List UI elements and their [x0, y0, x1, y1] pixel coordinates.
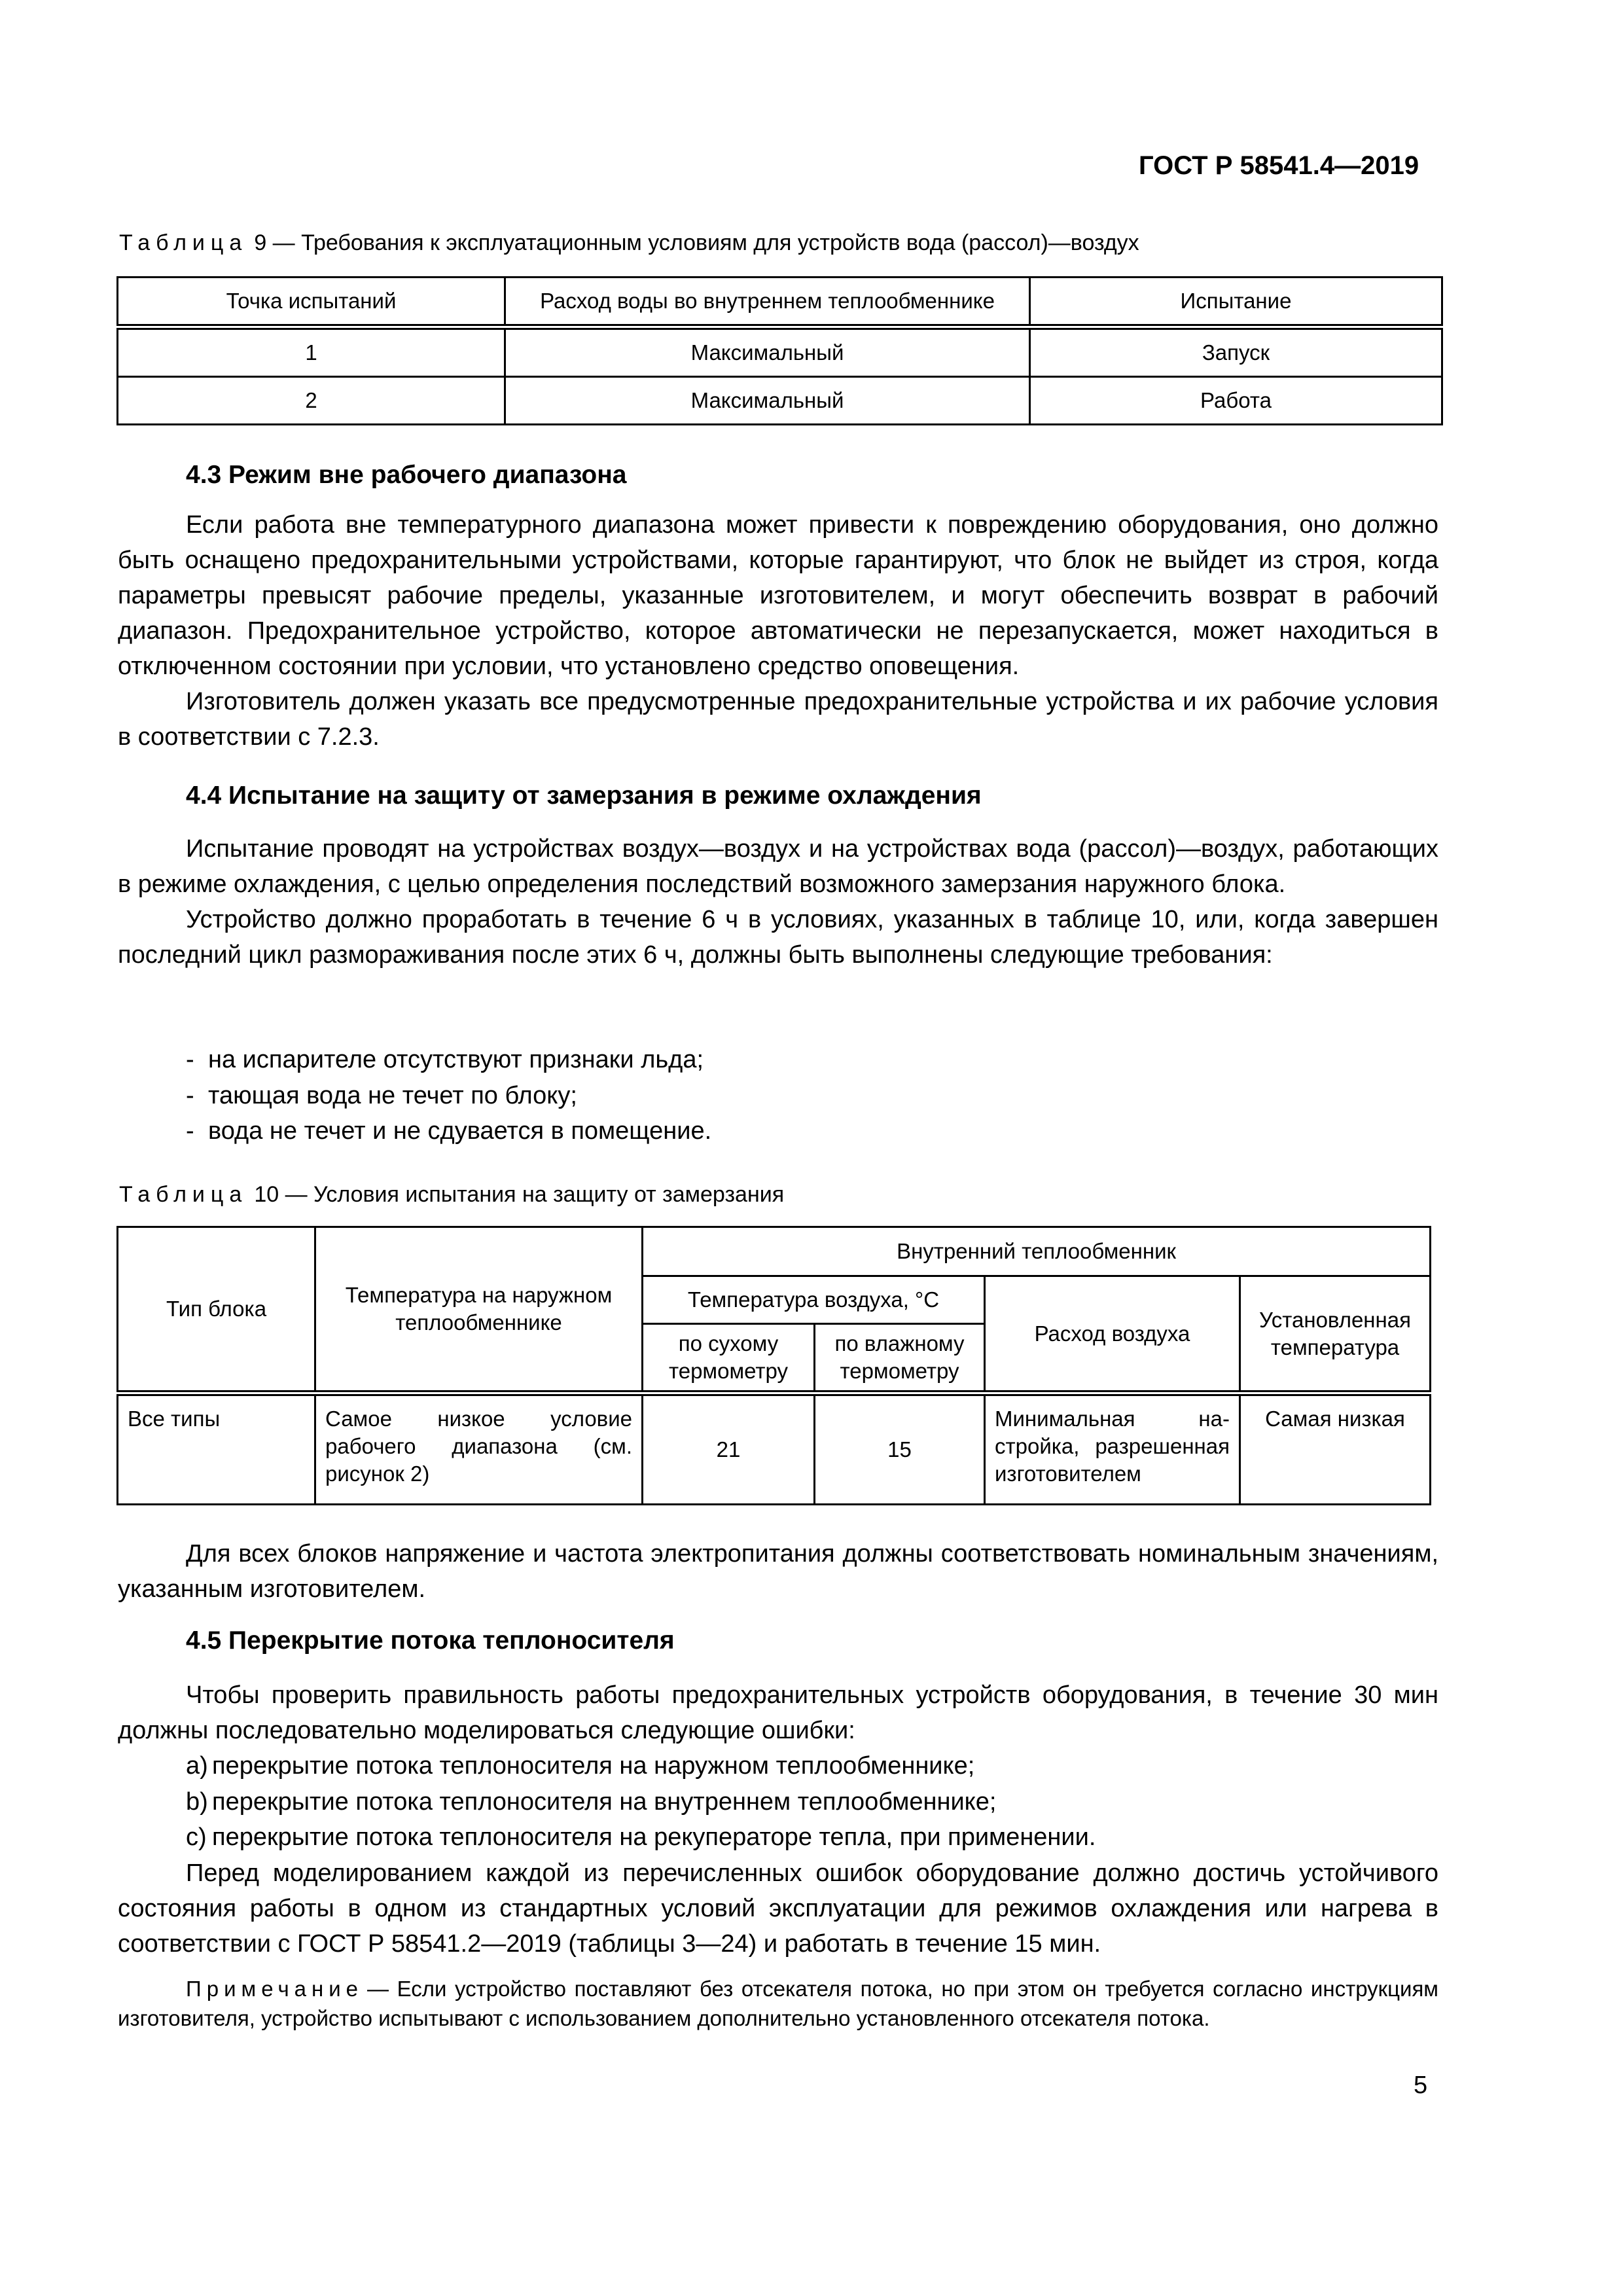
table-row — [118, 377, 1442, 425]
table9-cell: Запуск — [1030, 327, 1442, 377]
table10-cell-set-temp: Самая низкая — [1240, 1393, 1431, 1505]
table9-caption-prefix: Таблица — [119, 230, 248, 255]
table9-cell: 2 — [118, 377, 505, 425]
table10-cell-dry-bulb: 21 — [643, 1393, 815, 1505]
section-4-3-heading: 4.3 Режим вне рабочего диапазона — [186, 461, 627, 489]
table10-header-indoor-group: Внутренний теплообменник — [643, 1227, 1431, 1276]
section-4-4-body — [118, 831, 1438, 973]
table10-cell-wet-bulb: 15 — [815, 1393, 985, 1505]
table10-caption — [119, 1180, 784, 1209]
section-4-4-heading: 4.4 Испытание на защиту от замерзания в режиме охлаждения — [186, 781, 982, 810]
page-number: 5 — [1414, 2072, 1428, 2099]
table10-header-wet-bulb: по влажному термометру — [815, 1324, 985, 1393]
table10-caption-text: 10 — Условия испытания на защиту от замерзания — [254, 1182, 785, 1207]
table10-cell-unit-type: Все типы — [118, 1393, 315, 1505]
paragraph: Перед моделированием каждой из перечисленных ошибок оборудование должно достичь устойчивого состояния работы в одном из стандартных условий эксплуатации для режимов охлаждения или нагрева в соответствии с ГОСТ Р 58541.2—2019 (таблицы 3—24) и работать в течение 15 мин. — [118, 1859, 1438, 1958]
table10 — [116, 1226, 1431, 1505]
section-4-5-intro — [118, 1677, 1438, 1748]
table10-header-unit-type: Тип блока — [118, 1227, 315, 1393]
section-4-5-list — [186, 1748, 1096, 1856]
paragraph: Чтобы проверить правильность работы предохранительных устройств оборудования, в течение 30 мин должны последовательно моделироваться следующие ошибки: — [118, 1681, 1438, 1744]
list-marker: b) — [186, 1787, 208, 1816]
list-marker: c) — [186, 1823, 207, 1851]
list-marker: a) — [186, 1752, 208, 1780]
table9-header-test-point: Точка испытаний — [118, 278, 505, 327]
table10-header-set-temp: Установленная температура — [1240, 1276, 1431, 1393]
list-item-text: перекрытие потока теплоносителя на наружном теплообменнике; — [212, 1752, 975, 1780]
list-item — [186, 1078, 711, 1114]
table9-header-water-flow: Расход воды во внутреннем теплообменнике — [505, 278, 1030, 327]
table9-cell: Максимальный — [505, 327, 1030, 377]
power-supply-paragraph — [118, 1536, 1438, 1607]
paragraph: Если работа вне температурного диапазона может привести к повреждению оборудования, оно должно быть оснащено предохранительными устройствами, которые гарантируют, что блок не выйдет из строя, когда параметры превысят рабочие пределы, указанные изготовителем, и могут обеспечить возврат в рабочий диапазон. Предохранительное устройство, которое автоматически не перезапускается, может находиться в отключенном состоянии при условии, что установлено средство оповещения. — [118, 511, 1438, 680]
list-item — [186, 1820, 1096, 1856]
table-row — [118, 327, 1442, 377]
document-id: ГОСТ Р 58541.4—2019 — [1139, 151, 1419, 180]
list-item — [186, 1042, 711, 1078]
list-item-text: тающая вода не течет по блоку; — [208, 1081, 577, 1109]
paragraph: Испытание проводят на устройствах воздух—воздух и на устройствах вода (рассол)—воздух, работающих в режиме охлаждения, с целью определения последствий возможного замерзания наружного блока. — [118, 835, 1438, 898]
list-item — [186, 1784, 1096, 1820]
table-row — [118, 1393, 1431, 1505]
table10-cell-air-flow: Минимальная настройка, разрешенная изготовителем — [985, 1393, 1240, 1505]
list-item — [186, 1748, 1096, 1784]
table9-caption — [119, 228, 1139, 257]
paragraph: Устройство должно проработать в течение 6 ч в условиях, указанных в таблице 10, или, когда завершен последний цикл размораживания после этих 6 ч, должны быть выполнены следующие требования: — [118, 906, 1438, 969]
list-marker: - — [186, 1117, 194, 1145]
table10-cell-outdoor-temp: Самое низкое условие рабочего диапазона (см. рисунок 2) — [315, 1393, 643, 1505]
section-4-4-list — [186, 1042, 711, 1149]
list-item-text: вода не течет и не сдувается в помещение. — [208, 1117, 712, 1145]
list-marker: - — [186, 1081, 194, 1109]
table10-header-outdoor-temp: Температура на наружном теплообменнике — [315, 1227, 643, 1393]
note-text: — Если устройство поставляют без отсекателя потока, но при этом он требуется согласно инструкциям изготовителя, устройство испытывают с использованием дополнительно установленного отсекателя потока. — [118, 1977, 1438, 2030]
note-label: Примечание — [186, 1977, 364, 2001]
table10-header-air-flow: Расход воздуха — [985, 1276, 1240, 1393]
section-4-3-body — [118, 507, 1438, 755]
paragraph: Изготовитель должен указать все предусмотренные предохранительные устройства и их рабочие условия в соответствии с 7.2.3. — [118, 688, 1438, 751]
section-4-5-paragraph — [118, 1856, 1438, 1962]
list-item — [186, 1113, 711, 1149]
paragraph: Для всех блоков напряжение и частота электропитания должны соответствовать номинальным значениям, указанным изготовителем. — [118, 1540, 1438, 1603]
table9-cell: Работа — [1030, 377, 1442, 425]
note — [118, 1974, 1438, 2033]
table10-header-dry-bulb: по сухому термометру — [643, 1324, 815, 1393]
section-4-5-heading: 4.5 Перекрытие потока теплоносителя — [186, 1626, 675, 1655]
table9 — [116, 276, 1443, 425]
list-item-text: на испарителе отсутствуют признаки льда; — [208, 1046, 704, 1073]
table10-header-air-temp: Температура воздуха, °С — [643, 1276, 985, 1324]
table9-cell: Максимальный — [505, 377, 1030, 425]
table9-caption-text: 9 — Требования к эксплуатационным условиям для устройств вода (рассол)—воздух — [254, 230, 1139, 255]
list-marker: - — [186, 1046, 194, 1073]
list-item-text: перекрытие потока теплоносителя на внутреннем теплообменнике; — [212, 1787, 997, 1816]
table10-caption-prefix: Таблица — [119, 1182, 248, 1207]
table9-cell: 1 — [118, 327, 505, 377]
table9-header-test: Испытание — [1030, 278, 1442, 327]
list-item-text: перекрытие потока теплоносителя на рекуператоре тепла, при применении. — [212, 1823, 1096, 1851]
